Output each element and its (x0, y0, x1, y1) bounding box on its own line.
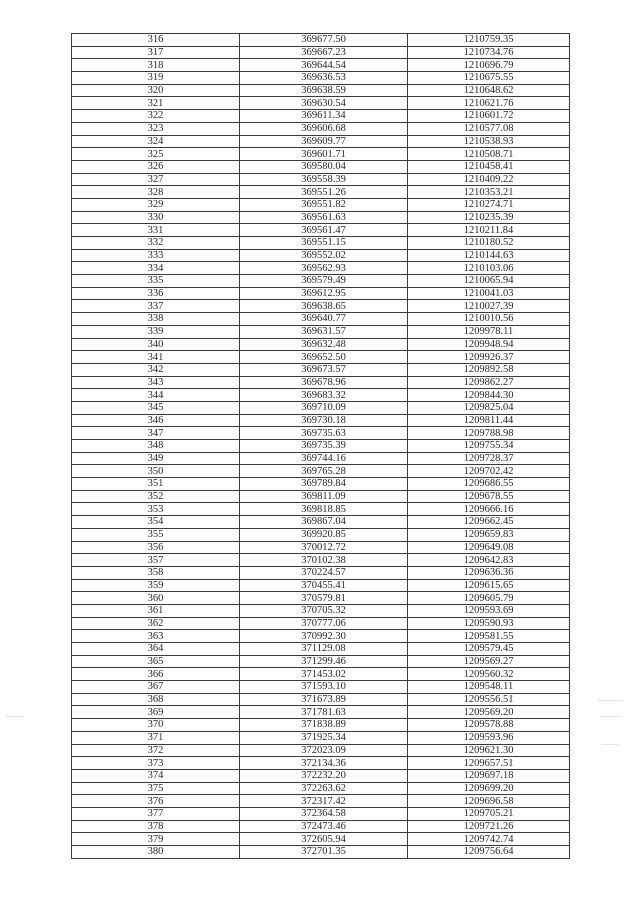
table-row (72, 503, 570, 516)
x-coordinate-cell: 369735.39 (240, 440, 408, 453)
x-coordinate-cell: 372134.36 (240, 757, 408, 770)
x-coordinate-cell: 369630.54 (240, 97, 408, 110)
table-row (72, 833, 570, 846)
point-number-cell: 347 (72, 427, 240, 440)
y-coordinate-cell: 1209579.45 (408, 643, 570, 656)
point-number-cell: 350 (72, 465, 240, 478)
x-coordinate-cell: 369730.18 (240, 414, 408, 427)
x-coordinate-cell: 369606.68 (240, 122, 408, 135)
point-number-cell: 361 (72, 604, 240, 617)
table-row (72, 566, 570, 579)
x-coordinate-cell: 369611.34 (240, 110, 408, 123)
point-number-cell: 346 (72, 414, 240, 427)
table-row (72, 668, 570, 681)
y-coordinate-cell: 1209678.55 (408, 490, 570, 503)
point-number-cell: 321 (72, 97, 240, 110)
table-row (72, 414, 570, 427)
y-coordinate-cell: 1209825.04 (408, 401, 570, 414)
table-row (72, 693, 570, 706)
table-row (72, 198, 570, 211)
table-row (72, 782, 570, 795)
point-number-cell: 339 (72, 325, 240, 338)
point-number-cell: 322 (72, 110, 240, 123)
point-number-cell: 371 (72, 731, 240, 744)
point-number-cell: 378 (72, 820, 240, 833)
point-number-cell: 373 (72, 757, 240, 770)
y-coordinate-cell: 1209742.74 (408, 833, 570, 846)
y-coordinate-cell: 1209615.65 (408, 579, 570, 592)
point-number-cell: 340 (72, 338, 240, 351)
point-number-cell: 357 (72, 554, 240, 567)
x-coordinate-cell: 371453.02 (240, 668, 408, 681)
y-coordinate-cell: 1210180.52 (408, 237, 570, 250)
y-coordinate-cell: 1210648.62 (408, 84, 570, 97)
point-number-cell: 328 (72, 186, 240, 199)
point-number-cell: 329 (72, 198, 240, 211)
y-coordinate-cell: 1209590.93 (408, 617, 570, 630)
point-number-cell: 379 (72, 833, 240, 846)
table-row (72, 681, 570, 694)
point-number-cell: 336 (72, 287, 240, 300)
point-number-cell: 348 (72, 440, 240, 453)
point-number-cell: 344 (72, 389, 240, 402)
point-number-cell: 334 (72, 262, 240, 275)
point-number-cell: 367 (72, 681, 240, 694)
y-coordinate-cell: 1210235.39 (408, 211, 570, 224)
y-coordinate-cell: 1209556.51 (408, 693, 570, 706)
point-number-cell: 370 (72, 719, 240, 732)
table-row (72, 237, 570, 250)
x-coordinate-cell: 371781.63 (240, 706, 408, 719)
x-coordinate-cell: 369811.09 (240, 490, 408, 503)
point-number-cell: 358 (72, 566, 240, 579)
table-row (72, 186, 570, 199)
point-number-cell: 377 (72, 807, 240, 820)
y-coordinate-cell: 1210065.94 (408, 275, 570, 288)
point-number-cell: 365 (72, 655, 240, 668)
y-coordinate-cell: 1210409.22 (408, 173, 570, 186)
table-row (72, 731, 570, 744)
table-row (72, 84, 570, 97)
x-coordinate-cell: 369678.96 (240, 376, 408, 389)
point-number-cell: 345 (72, 401, 240, 414)
x-coordinate-cell: 369561.63 (240, 211, 408, 224)
table-row (72, 34, 570, 47)
table-row (72, 160, 570, 173)
table-row (72, 846, 570, 859)
y-coordinate-cell: 1209657.51 (408, 757, 570, 770)
x-coordinate-cell: 369580.04 (240, 160, 408, 173)
y-coordinate-cell: 1209788.98 (408, 427, 570, 440)
x-coordinate-cell: 369631.57 (240, 325, 408, 338)
table-row (72, 807, 570, 820)
y-coordinate-cell: 1210601.72 (408, 110, 570, 123)
table-row (72, 427, 570, 440)
table-row (72, 173, 570, 186)
x-coordinate-cell: 369551.82 (240, 198, 408, 211)
table-row (72, 490, 570, 503)
x-coordinate-cell: 369683.32 (240, 389, 408, 402)
point-number-cell: 375 (72, 782, 240, 795)
table-row (72, 389, 570, 402)
table-row (72, 440, 570, 453)
y-coordinate-cell: 1209755.34 (408, 440, 570, 453)
table-row (72, 325, 570, 338)
table-row (72, 592, 570, 605)
y-coordinate-cell: 1209811.44 (408, 414, 570, 427)
table-row (72, 630, 570, 643)
x-coordinate-cell: 369562.93 (240, 262, 408, 275)
y-coordinate-cell: 1210103.06 (408, 262, 570, 275)
table-row (72, 122, 570, 135)
table-row (72, 211, 570, 224)
point-number-cell: 352 (72, 490, 240, 503)
x-coordinate-cell: 372023.09 (240, 744, 408, 757)
x-coordinate-cell: 370012.72 (240, 541, 408, 554)
y-coordinate-cell: 1209721.26 (408, 820, 570, 833)
x-coordinate-cell: 369552.02 (240, 249, 408, 262)
y-coordinate-cell: 1209862.27 (408, 376, 570, 389)
table-row (72, 516, 570, 529)
y-coordinate-cell: 1209948.94 (408, 338, 570, 351)
x-coordinate-cell: 369673.57 (240, 363, 408, 376)
x-coordinate-cell: 369551.26 (240, 186, 408, 199)
x-coordinate-cell: 369638.59 (240, 84, 408, 97)
x-coordinate-cell: 370705.32 (240, 604, 408, 617)
table-row (72, 719, 570, 732)
point-number-cell: 372 (72, 744, 240, 757)
y-coordinate-cell: 1209756.64 (408, 846, 570, 859)
table-row (72, 795, 570, 808)
point-number-cell: 337 (72, 300, 240, 313)
y-coordinate-cell: 1209593.69 (408, 604, 570, 617)
y-coordinate-cell: 1209702.42 (408, 465, 570, 478)
scan-artifact (602, 744, 618, 745)
y-coordinate-cell: 1209605.79 (408, 592, 570, 605)
x-coordinate-cell: 372263.62 (240, 782, 408, 795)
point-number-cell: 356 (72, 541, 240, 554)
coordinates-table-body (72, 34, 570, 859)
x-coordinate-cell: 369677.50 (240, 34, 408, 47)
point-number-cell: 330 (72, 211, 240, 224)
table-row (72, 59, 570, 72)
point-number-cell: 380 (72, 846, 240, 859)
y-coordinate-cell: 1209697.18 (408, 769, 570, 782)
point-number-cell: 360 (72, 592, 240, 605)
y-coordinate-cell: 1209686.55 (408, 478, 570, 491)
y-coordinate-cell: 1209844.30 (408, 389, 570, 402)
table-row (72, 338, 570, 351)
x-coordinate-cell: 371299.46 (240, 655, 408, 668)
coordinates-table (71, 33, 570, 859)
table-row (72, 351, 570, 364)
table-row (72, 528, 570, 541)
point-number-cell: 341 (72, 351, 240, 364)
y-coordinate-cell: 1209892.58 (408, 363, 570, 376)
x-coordinate-cell: 369558.39 (240, 173, 408, 186)
table-row (72, 617, 570, 630)
y-coordinate-cell: 1210274.71 (408, 198, 570, 211)
table-row (72, 376, 570, 389)
y-coordinate-cell: 1209636.36 (408, 566, 570, 579)
y-coordinate-cell: 1210696.79 (408, 59, 570, 72)
table-row (72, 820, 570, 833)
x-coordinate-cell: 369612.95 (240, 287, 408, 300)
y-coordinate-cell: 1210353.21 (408, 186, 570, 199)
y-coordinate-cell: 1210538.93 (408, 135, 570, 148)
y-coordinate-cell: 1209926.37 (408, 351, 570, 364)
table-row (72, 401, 570, 414)
y-coordinate-cell: 1210211.84 (408, 224, 570, 237)
x-coordinate-cell: 372473.46 (240, 820, 408, 833)
point-number-cell: 366 (72, 668, 240, 681)
y-coordinate-cell: 1209569.27 (408, 655, 570, 668)
table-row (72, 363, 570, 376)
point-number-cell: 331 (72, 224, 240, 237)
point-number-cell: 376 (72, 795, 240, 808)
y-coordinate-cell: 1210027.39 (408, 300, 570, 313)
table-row (72, 706, 570, 719)
point-number-cell: 317 (72, 46, 240, 59)
point-number-cell: 320 (72, 84, 240, 97)
y-coordinate-cell: 1210577.08 (408, 122, 570, 135)
scan-artifact (6, 716, 24, 717)
table-row (72, 72, 570, 85)
point-number-cell: 327 (72, 173, 240, 186)
point-number-cell: 333 (72, 249, 240, 262)
x-coordinate-cell: 372701.35 (240, 846, 408, 859)
x-coordinate-cell: 369640.77 (240, 313, 408, 326)
x-coordinate-cell: 370455.41 (240, 579, 408, 592)
x-coordinate-cell: 371673.89 (240, 693, 408, 706)
y-coordinate-cell: 1210759.35 (408, 34, 570, 47)
point-number-cell: 335 (72, 275, 240, 288)
x-coordinate-cell: 372605.94 (240, 833, 408, 846)
x-coordinate-cell: 369920.85 (240, 528, 408, 541)
x-coordinate-cell: 371838.89 (240, 719, 408, 732)
y-coordinate-cell: 1210458.41 (408, 160, 570, 173)
point-number-cell: 359 (72, 579, 240, 592)
table-row (72, 478, 570, 491)
y-coordinate-cell: 1209666.16 (408, 503, 570, 516)
y-coordinate-cell: 1209978.11 (408, 325, 570, 338)
y-coordinate-cell: 1209560.32 (408, 668, 570, 681)
point-number-cell: 343 (72, 376, 240, 389)
point-number-cell: 355 (72, 528, 240, 541)
y-coordinate-cell: 1210621.76 (408, 97, 570, 110)
y-coordinate-cell: 1209642.83 (408, 554, 570, 567)
table-row (72, 46, 570, 59)
x-coordinate-cell: 369652.50 (240, 351, 408, 364)
point-number-cell: 349 (72, 452, 240, 465)
x-coordinate-cell: 369636.53 (240, 72, 408, 85)
point-number-cell: 351 (72, 478, 240, 491)
x-coordinate-cell: 369551.15 (240, 237, 408, 250)
y-coordinate-cell: 1210675.55 (408, 72, 570, 85)
table-row (72, 313, 570, 326)
point-number-cell: 338 (72, 313, 240, 326)
x-coordinate-cell: 369867.04 (240, 516, 408, 529)
point-number-cell: 363 (72, 630, 240, 643)
point-number-cell: 364 (72, 643, 240, 656)
table-row (72, 554, 570, 567)
table-row (72, 148, 570, 161)
y-coordinate-cell: 1209728.37 (408, 452, 570, 465)
y-coordinate-cell: 1210508.71 (408, 148, 570, 161)
x-coordinate-cell: 369579.49 (240, 275, 408, 288)
x-coordinate-cell: 372317.42 (240, 795, 408, 808)
point-number-cell: 332 (72, 237, 240, 250)
table-row (72, 224, 570, 237)
x-coordinate-cell: 372232.20 (240, 769, 408, 782)
x-coordinate-cell: 369789.84 (240, 478, 408, 491)
table-row (72, 579, 570, 592)
y-coordinate-cell: 1209593.96 (408, 731, 570, 744)
point-number-cell: 326 (72, 160, 240, 173)
x-coordinate-cell: 369667.23 (240, 46, 408, 59)
x-coordinate-cell: 370224.57 (240, 566, 408, 579)
point-number-cell: 319 (72, 72, 240, 85)
table-row (72, 287, 570, 300)
x-coordinate-cell: 369765.28 (240, 465, 408, 478)
x-coordinate-cell: 371593.10 (240, 681, 408, 694)
x-coordinate-cell: 369601.71 (240, 148, 408, 161)
table-row (72, 541, 570, 554)
y-coordinate-cell: 1210010.56 (408, 313, 570, 326)
table-row (72, 744, 570, 757)
y-coordinate-cell: 1210041.03 (408, 287, 570, 300)
table-row (72, 262, 570, 275)
table-row (72, 275, 570, 288)
x-coordinate-cell: 369710.09 (240, 401, 408, 414)
table-row (72, 110, 570, 123)
point-number-cell: 316 (72, 34, 240, 47)
y-coordinate-cell: 1209569.20 (408, 706, 570, 719)
table-row (72, 655, 570, 668)
x-coordinate-cell: 369638.65 (240, 300, 408, 313)
point-number-cell: 318 (72, 59, 240, 72)
point-number-cell: 325 (72, 148, 240, 161)
point-number-cell: 354 (72, 516, 240, 529)
y-coordinate-cell: 1209705.21 (408, 807, 570, 820)
y-coordinate-cell: 1209649.08 (408, 541, 570, 554)
x-coordinate-cell: 370579.81 (240, 592, 408, 605)
x-coordinate-cell: 371129.08 (240, 643, 408, 656)
x-coordinate-cell: 370777.06 (240, 617, 408, 630)
y-coordinate-cell: 1209699.20 (408, 782, 570, 795)
point-number-cell: 323 (72, 122, 240, 135)
table-row (72, 465, 570, 478)
table-row (72, 643, 570, 656)
y-coordinate-cell: 1209696.58 (408, 795, 570, 808)
table-row (72, 769, 570, 782)
point-number-cell: 362 (72, 617, 240, 630)
point-number-cell: 374 (72, 769, 240, 782)
x-coordinate-cell: 370102.38 (240, 554, 408, 567)
point-number-cell: 324 (72, 135, 240, 148)
table-row (72, 757, 570, 770)
x-coordinate-cell: 371925.34 (240, 731, 408, 744)
y-coordinate-cell: 1209659.83 (408, 528, 570, 541)
x-coordinate-cell: 369744.16 (240, 452, 408, 465)
y-coordinate-cell: 1209662.45 (408, 516, 570, 529)
point-number-cell: 368 (72, 693, 240, 706)
x-coordinate-cell: 369644.54 (240, 59, 408, 72)
y-coordinate-cell: 1209578.88 (408, 719, 570, 732)
table-row (72, 249, 570, 262)
table-row (72, 604, 570, 617)
x-coordinate-cell: 370992.30 (240, 630, 408, 643)
point-number-cell: 353 (72, 503, 240, 516)
scan-artifact (600, 716, 620, 717)
table-row (72, 135, 570, 148)
y-coordinate-cell: 1209548.11 (408, 681, 570, 694)
table-row (72, 97, 570, 110)
table-row (72, 452, 570, 465)
y-coordinate-cell: 1210734.76 (408, 46, 570, 59)
x-coordinate-cell: 372364.58 (240, 807, 408, 820)
table-row (72, 300, 570, 313)
point-number-cell: 342 (72, 363, 240, 376)
x-coordinate-cell: 369561.47 (240, 224, 408, 237)
y-coordinate-cell: 1210144.63 (408, 249, 570, 262)
x-coordinate-cell: 369609.77 (240, 135, 408, 148)
x-coordinate-cell: 369735.63 (240, 427, 408, 440)
y-coordinate-cell: 1209621.30 (408, 744, 570, 757)
x-coordinate-cell: 369818.85 (240, 503, 408, 516)
x-coordinate-cell: 369632.48 (240, 338, 408, 351)
point-number-cell: 369 (72, 706, 240, 719)
scan-artifact (598, 700, 622, 701)
y-coordinate-cell: 1209581.55 (408, 630, 570, 643)
